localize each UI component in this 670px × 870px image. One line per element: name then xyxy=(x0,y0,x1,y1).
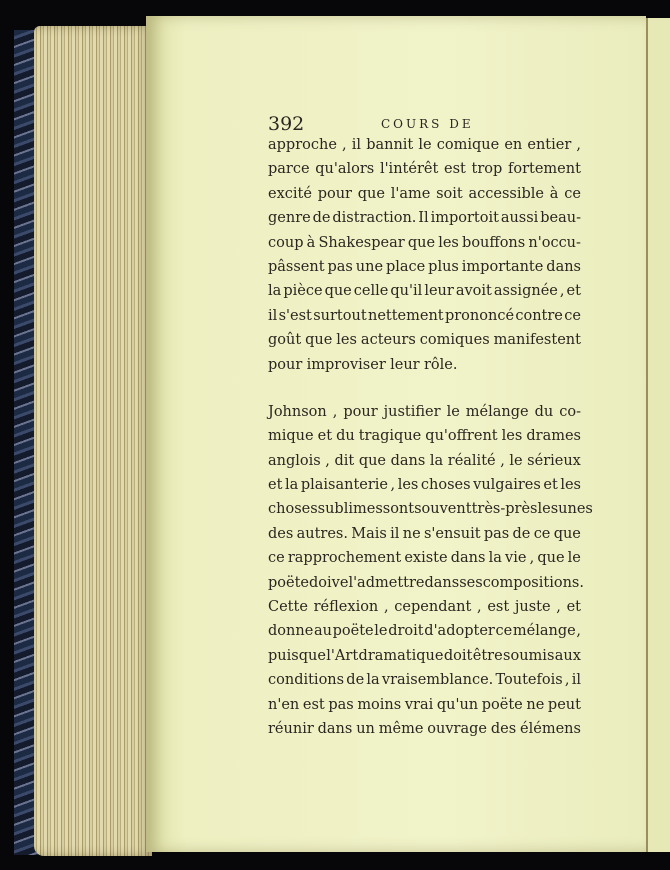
text-line: excité pour que l'ame soit accessible à ce xyxy=(268,185,581,202)
text-line: approche , il bannit le comique en entier , xyxy=(268,137,581,153)
text-line: réunir dans un même ouvrage des élémens xyxy=(268,720,581,737)
page-edges xyxy=(34,26,152,856)
text-line: il s'est surtout nettement prononcé contre ce xyxy=(268,307,581,324)
running-title: COURS DE xyxy=(381,117,474,131)
text-line: Johnson , pour justifier le mélange du co- xyxy=(268,403,581,420)
text-line: choses sublimes sont souvent très-près les unes xyxy=(268,501,593,518)
text-line: la pièce que celle qu'il leur avoit assignée , et xyxy=(268,283,581,300)
facing-page-edge xyxy=(646,18,670,852)
text-line: puisque l'Art dramatique doit être soumis aux xyxy=(268,647,581,664)
text-line: n'en est pas moins vrai qu'un poëte ne peut xyxy=(268,696,581,713)
text-line: poëte doive l'admettre dans ses compositions. xyxy=(268,574,584,591)
text-line: ce rapprochement existe dans la vie , que le xyxy=(268,550,581,567)
paragraph-gap xyxy=(268,377,581,400)
text-line: conditions de la vraisemblance. Toutefois , il xyxy=(268,672,581,689)
text-line: donne au poëte le droit d'adopter ce mélange , xyxy=(268,623,581,640)
text-line: coup à Shakespear que les bouffons n'occu- xyxy=(268,234,581,251)
paragraph-1 xyxy=(268,133,581,377)
text-line: Cette réflexion , cependant , est juste , et xyxy=(268,599,581,616)
text-line: pâssent pas une place plus importante dans xyxy=(268,258,581,275)
text-line: parce qu'alors l'intérêt est trop fortement xyxy=(268,161,581,178)
text-line: et la plaisanterie , les choses vulgaires et les xyxy=(268,477,581,494)
body-text xyxy=(268,133,593,741)
text-line: pour improviser leur rôle. xyxy=(268,356,458,373)
text-line: anglois , dit que dans la réalité , le sérieux xyxy=(268,452,581,469)
text-line: des autres. Mais il ne s'ensuit pas de ce que xyxy=(268,525,581,542)
text-line: goût que les acteurs comiques manifestent xyxy=(268,332,581,349)
text-line: genre de distraction. Il importoit aussi beau- xyxy=(268,210,581,227)
page-number: 392 xyxy=(268,113,305,135)
paragraph-2 xyxy=(268,400,593,741)
text-line: mique et du tragique qu'offrent les drames xyxy=(268,428,581,445)
